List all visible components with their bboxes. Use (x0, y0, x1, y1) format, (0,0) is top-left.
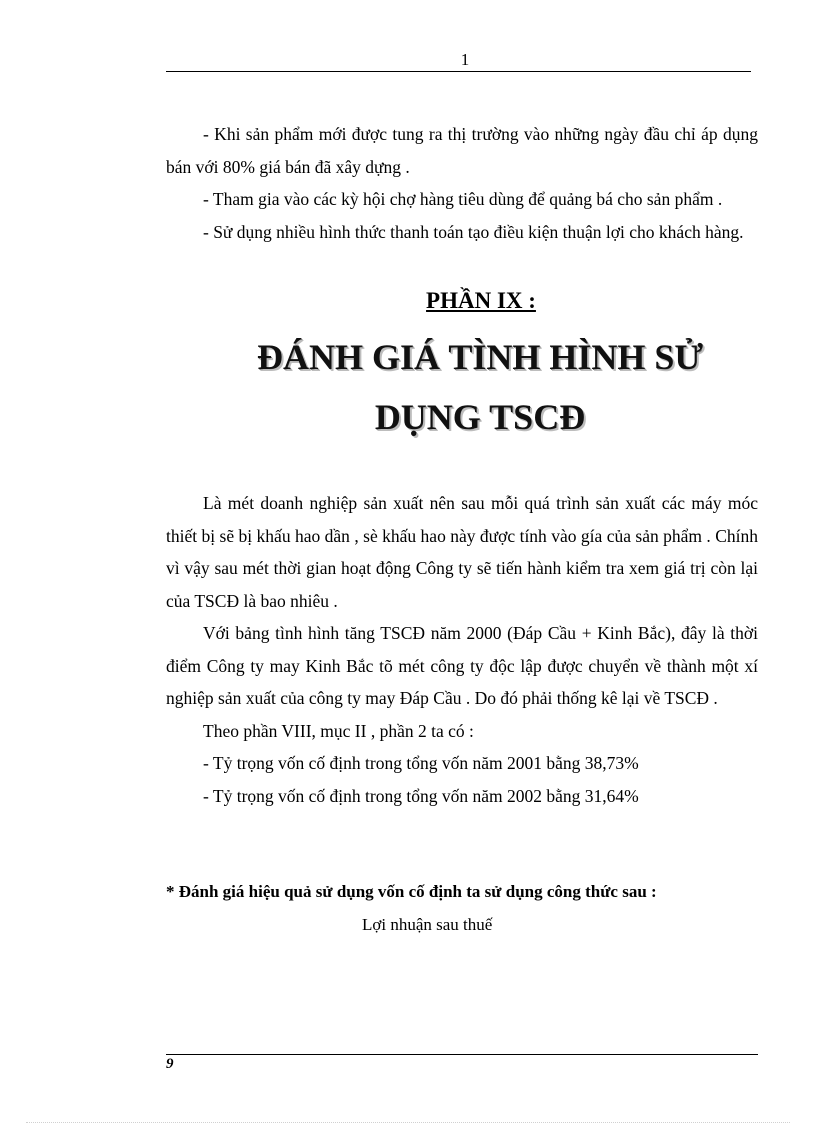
intro-bullets (166, 118, 758, 248)
formula-numerator: Lợi nhuận sau thuế (362, 915, 493, 934)
header-divider (166, 71, 751, 72)
evaluation-heading: * Đánh giá hiệu quả sử dụng vốn cố định ta sử dụng công thức sau : (166, 882, 657, 901)
section-label: PHẦN IX : (426, 288, 536, 313)
paragraph: Là mét doanh nghiệp sản xuất nên sau mỗi quá trình sản xuất các máy móc thiết bị sẽ bị khấu hao dần , sè khấu hao này được tính vào gía của sản phẩm . Chính vì vậy sau mét thời gian hoạt động Công ty sẽ tiến hành kiểm tra xem giá trị còn lại của TSCĐ là bao nhiêu . (166, 493, 758, 611)
section-title-line1: ĐÁNH GIÁ TÌNH HÌNH SỬ (256, 337, 704, 377)
paragraph: Với bảng tình hình tăng TSCĐ năm 2000 (Đáp Cầu + Kinh Bắc), đây là thời điểm Công ty may Kinh Bắc tõ mét công ty độc lập được chuyển về thành một xí nghiệp sản xuất của công ty may Đáp Cầu . Do đó phải thống kê lại về TSCĐ . (166, 623, 758, 708)
paragraph: - Tỷ trọng vốn cố định trong tổng vốn năm 2002 bằng 31,64% (203, 785, 639, 806)
section-title-line2: DỤNG TSCĐ (374, 397, 586, 437)
body-paragraphs (166, 487, 758, 812)
header-page-number: 1 (460, 50, 470, 69)
footer-divider (166, 1054, 758, 1055)
bullet-item: - Sử dụng nhiều hình thức thanh toán tạo điều kiện thuận lợi cho khách hàng. (203, 221, 744, 242)
paragraph: Theo phần VIII, mục II , phần 2 ta có : (203, 720, 474, 741)
bullet-item: - Tham gia vào các kỳ hội chợ hàng tiêu dùng để quảng bá cho sản phẩm . (203, 189, 723, 209)
footer-page-number: 9 (166, 1056, 174, 1072)
bullet-item: - Khi sản phẩm mới được tung ra thị trường vào những ngày đầu chỉ áp dụng bán với 80% giá bán đã xây dựng . (166, 124, 758, 177)
paragraph: - Tỷ trọng vốn cố định trong tổng vốn năm 2001 bằng 38,73% (203, 753, 639, 773)
